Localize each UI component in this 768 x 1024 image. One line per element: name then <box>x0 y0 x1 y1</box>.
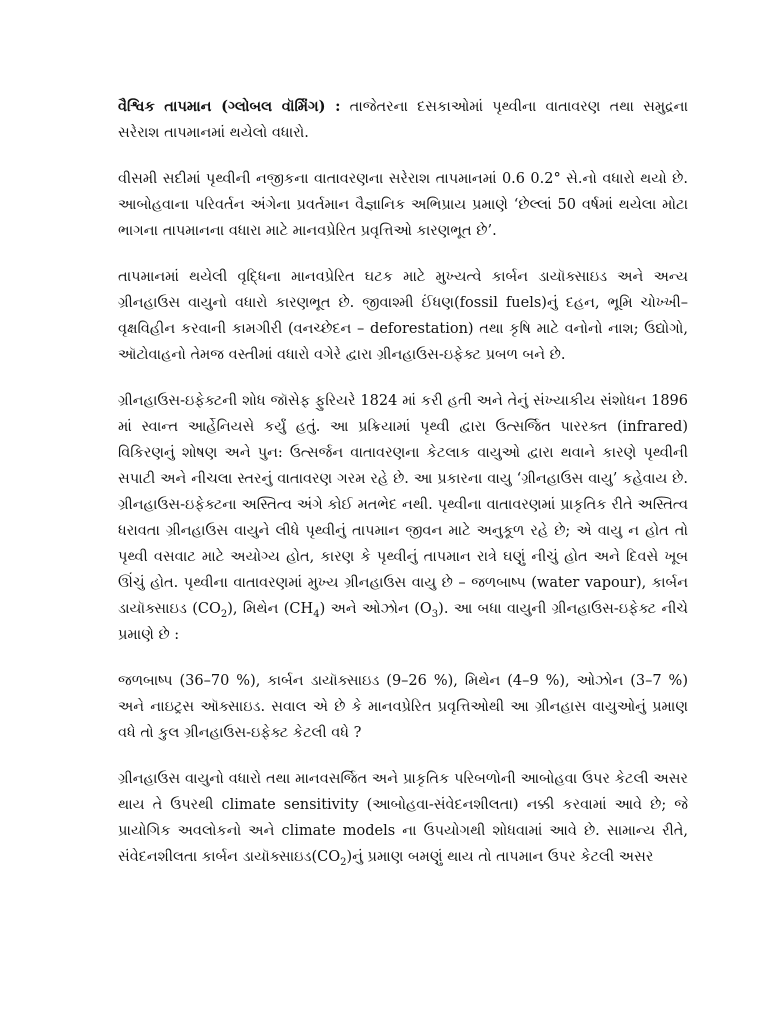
subscript: 3 <box>431 608 439 620</box>
paragraph-gas-shares: જળબાષ્પ (36–70 %), કાર્બન ડાયૉક્સાઇડ (9–26 %), મિથેન (4–9 %), ઓઝોન (3–7 %) અને નાઇટ્રસ ઑક્સાઇડ. સવાલ એ છે કે માનવપ્રેરિત પ્રવૃત્તિઓથી આ ગ્રીનહાસ વાયુઓનું પ્રમાણ વધે તો કુલ ગ્રીનહાઉસ-ઇફેક્ટ કેટલી વધે ? <box>118 673 688 741</box>
sensitivity-text-part: )નું પ્રમાણ બમણું થાય તો તાપમાન ઉપર કેટલી અસર <box>346 849 654 865</box>
paragraph-definition <box>118 94 688 146</box>
subscript: 2 <box>220 608 228 620</box>
definition-text: તાજેતરના દસકાઓમાં પૃથ્વીના વાતાવરણ તથા સમુદ્રના સરેરાશ તાપમાનમાં થયેલો વધારો. <box>118 99 688 141</box>
subscript: 4 <box>313 608 320 620</box>
sensitivity-text-part: ગ્રીનહાઉસ વાયુનો વધારો તથા માનવસર્જિત અને પ્રાકૃતિક પરિબળોની આબોહવા ઉપર કેટલી અસર થાય તે ઉપરથી climate sensitivity (આબોહવા-સંવેદનશીલતા) નક્કી કરવામાં આવે છે; જે પ્રાયોગિક અવલોકનો અને climate models ના ઉપયોગથી શોધવામાં આવે છે. સામાન્ય રીતે, સંવેદનશીલતા કાર્બન ડાયૉક્સાઇડ(CO <box>118 771 688 865</box>
greenhouse-text-part: ), મિથેન (CH <box>227 601 314 617</box>
paragraph-greenhouse-effect <box>118 388 688 648</box>
greenhouse-text-part: ) અને ઓઝોન (O <box>319 601 432 617</box>
paragraph-climate-sensitivity <box>118 766 688 870</box>
greenhouse-text-part: ગ્રીનહાઉસ-ઇફેક્ટની શોધ જૉસેફ ફુરિયરે 1824 માં કરી હતી અને તેનું સંખ્યાકીય સંશોધન 1896 માં સ્વાન્ત આર્હેનિયસે કર્યું હતું. આ પ્રક્રિયામાં પૃથ્વી દ્વારા ઉત્સર્જિત પારરક્ત (infrared) વિકિરણનું શોષણ અને પુન: ઉત્સર્જન વાતાવરણના કેટલાક વાયુઓ દ્વારા થવાને કારણે પૃથ્વીની સપાટી અને નીચલા સ્તરનું વાતાવરણ ગરમ રહે છે. આ પ્રકારના વાયુ ‘ગ્રીનહાઉસ વાયુ’ કહેવાય છે. ગ્રીનહાઉસ-ઇફેક્ટના અસ્તિત્વ અંગે કોઈ મતભેદ નથી. પૃથ્વીના વાતાવરણમાં પ્રાકૃતિક રીતે અસ્તિત્વ ધરાવતા ગ્રીનહાઉસ વાયુને લીધે પૃથ્વીનું તાપમાન જીવન માટે અનુકૂળ રહે છે; એ વાયુ ન હોત તો પૃથ્વી વસવાટ માટે અયોગ્ય હોત, કારણ કે પૃથ્વીનું તાપમાન રાત્રે ઘણું નીચું હોત અને દિવસે ખૂબ ઊંચું હોત. પૃથ્વીના વાતાવરણમાં મુખ્ય ગ્રીનહાઉસ વાયુ છે – જળબાષ્પ (water vapour), કાર્બન ડાયૉક્સાઇડ (CO <box>118 393 688 617</box>
definition-term: વૈશ્વિક તાપમાન (ગ્લોબલ વૉર્મિંગ) : <box>118 98 341 115</box>
greenhouse-text-part: ). આ બધા વાયુની ગ્રીનહાઉસ-ઇફેક્ટ નીચે પ્રમાણે છે : <box>118 601 688 643</box>
paragraph-human-factors: તાપમાનમાં થયેલી વૃદ્ધિના માનવપ્રેરિત ઘટક માટે મુખ્યત્વે કાર્બન ડાયૉક્સાઇડ અને અન્ય ગ્રીનહાઉસ વાયુનો વધારો કારણભૂત છે. જીવાશ્મી ઈંધણ(fossil fuels)નું દહન, ભૂમિ ચોખ્ખી–વૃક્ષવિહીન કરવાની કામગીરી (વનચ્છેદન – deforestation) તથા કૃષિ માટે વનોનો નાશ; ઉદ્યોગો, ઑટોવાહનો તેમજ વસ્તીમાં વધારો વગેરે દ્વારા ગ્રીનહાઉસ-ઇફેક્ટ પ્રબળ બને છે. <box>118 269 688 363</box>
subscript: 2 <box>340 856 347 868</box>
paragraph-twentieth-century: વીસમી સદીમાં પૃથ્વીની નજીકના વાતાવરણના સરેરાશ તાપમાનમાં 0.6 0.2° સે.નો વધારો થયો છે. આબોહવાના પરિવર્તન અંગેના પ્રવર્તમાન વૈજ્ઞાનિક અભિપ્રાય પ્રમાણે ‘છેલ્લાં 50 વર્ષમાં થયેલા મોટા ભાગના તાપમાનના વધારા માટે માનવપ્રેરિત પ્રવૃત્તિઓ કારણભૂત છે’. <box>118 171 688 239</box>
